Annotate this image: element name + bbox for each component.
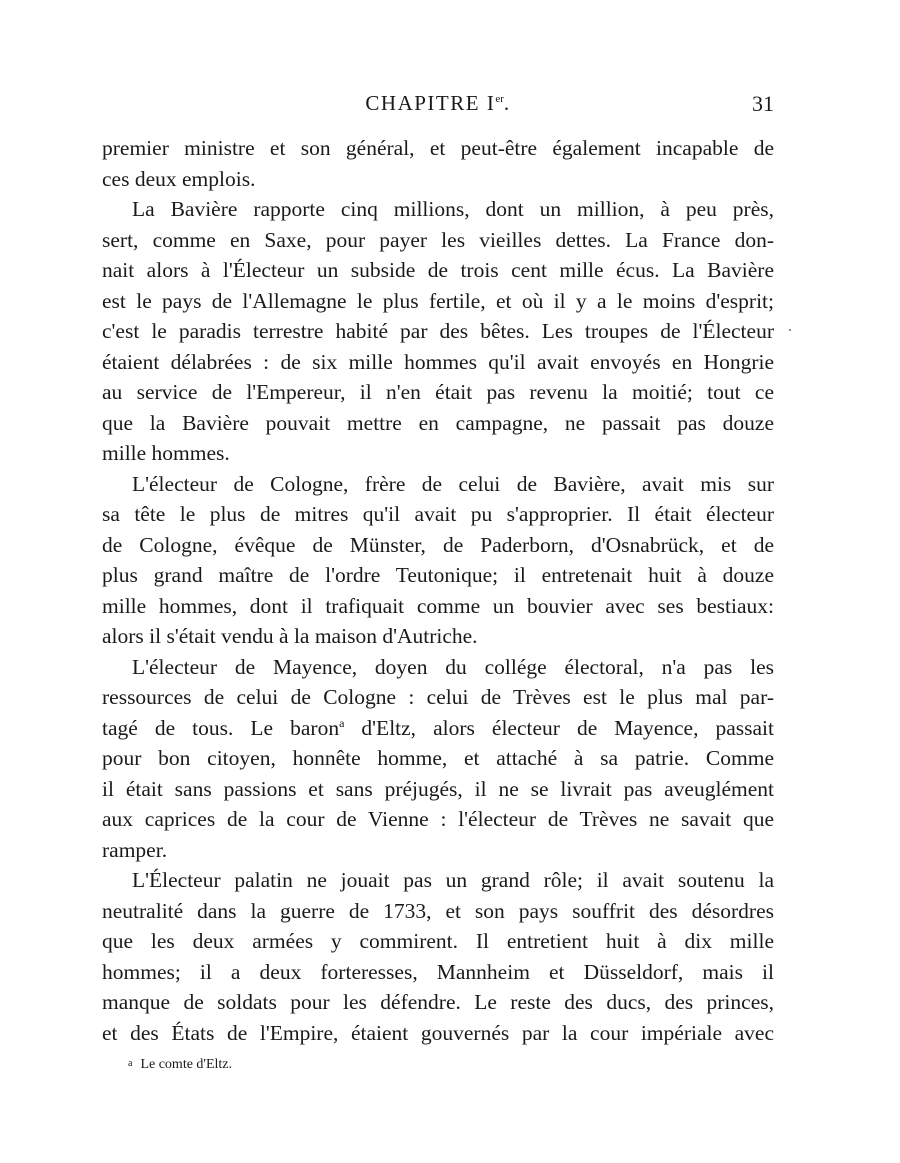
text-line: premier ministre et son général, et peut-être également incapable de bbox=[102, 136, 774, 160]
text-line: mille hommes, dont il trafiquait comme un bouvier avec ses bestiaux: bbox=[102, 593, 774, 618]
running-head bbox=[102, 88, 774, 122]
footnote-mark: a bbox=[128, 1058, 133, 1069]
paragraph bbox=[102, 194, 774, 469]
chapter-label: CHAPITRE I bbox=[365, 91, 496, 115]
text-line: pour bon citoyen, honnête homme, et attaché à sa patrie. Comme bbox=[102, 746, 774, 770]
body-text bbox=[102, 133, 774, 1048]
chapter-suffix: . bbox=[503, 91, 511, 115]
text-line: étaient délabrées : de six mille hommes qu'il avait envoyés en Hongrie bbox=[102, 349, 774, 374]
text-line: de Cologne, évêque de Münster, de Paderborn, d'Osnabrück, et de bbox=[102, 532, 774, 557]
text-line: neutralité dans la guerre de 1733, et son pays souffrit des désordres bbox=[102, 898, 774, 923]
text-line: alors il s'était vendu à la maison d'Autriche. bbox=[102, 624, 478, 648]
paragraph bbox=[102, 652, 774, 866]
footnote bbox=[128, 1057, 232, 1073]
chapter-superscript: er bbox=[495, 93, 504, 105]
page-number: 31 bbox=[752, 91, 774, 116]
text-line: que les deux armées y commirent. Il entretient huit à dix mille bbox=[102, 929, 774, 953]
text-line: sa tête le plus de mitres qu'il avait pu s'approprier. Il était électeur bbox=[102, 502, 774, 526]
text-line: L'électeur de Cologne, frère de celui de Bavière, avait mis sur bbox=[132, 471, 774, 496]
text-line: et des États de l'Empire, étaient gouvernés par la cour impériale avec bbox=[102, 1020, 774, 1045]
text-segment: d'Eltz, alors électeur de Mayence, passait bbox=[344, 715, 774, 740]
footnote-text: Le comte d'Eltz. bbox=[140, 1057, 232, 1072]
text-line: nait alors à l'Électeur un subside de trois cent mille écus. La Bavière bbox=[102, 258, 774, 282]
text-line bbox=[102, 713, 774, 744]
text-line: est le pays de l'Allemagne le plus fertile, et où il y a le moins d'esprit; bbox=[102, 288, 774, 313]
text-line: plus grand maître de l'ordre Teutonique; il entretenait huit à douze bbox=[102, 563, 774, 587]
text-line: La Bavière rapporte cinq millions, dont un million, à peu près, bbox=[132, 197, 774, 221]
text-line: L'électeur de Mayence, doyen du collége électoral, n'a pas les bbox=[132, 654, 774, 679]
chapter-heading bbox=[102, 91, 774, 116]
paragraph bbox=[102, 469, 774, 652]
text-segment: tagé de tous. Le baron bbox=[102, 715, 340, 740]
text-line: au service de l'Empereur, il n'en était pas revenu la moitié; tout ce bbox=[102, 380, 774, 404]
text-line: ces deux emplois. bbox=[102, 166, 256, 191]
paragraph bbox=[102, 865, 774, 1048]
print-speck bbox=[789, 329, 791, 331]
text-line: ressources de celui de Cologne : celui de Trèves est le plus mal par- bbox=[102, 685, 774, 709]
paragraph bbox=[102, 133, 774, 194]
text-line: manque de soldats pour les défendre. Le reste des ducs, des princes, bbox=[102, 990, 774, 1014]
text-line: L'Électeur palatin ne jouait pas un grand rôle; il avait soutenu la bbox=[132, 868, 774, 892]
text-line: hommes; il a deux forteresses, Mannheim et Düsseldorf, mais il bbox=[102, 959, 774, 984]
text-line: il était sans passions et sans préjugés, il ne se livrait pas aveuglément bbox=[102, 776, 774, 801]
text-line: aux caprices de la cour de Vienne : l'électeur de Trèves ne savait que bbox=[102, 807, 774, 831]
text-line: mille hommes. bbox=[102, 441, 230, 465]
text-line: ramper. bbox=[102, 837, 168, 862]
text-line: sert, comme en Saxe, pour payer les vieilles dettes. La France don- bbox=[102, 227, 774, 252]
text-line: que la Bavière pouvait mettre en campagne, ne passait pas douze bbox=[102, 410, 774, 435]
text-line: c'est le paradis terrestre habité par des bêtes. Les troupes de l'Électeur bbox=[102, 319, 774, 343]
footnote-reference[interactable]: a bbox=[339, 715, 345, 730]
